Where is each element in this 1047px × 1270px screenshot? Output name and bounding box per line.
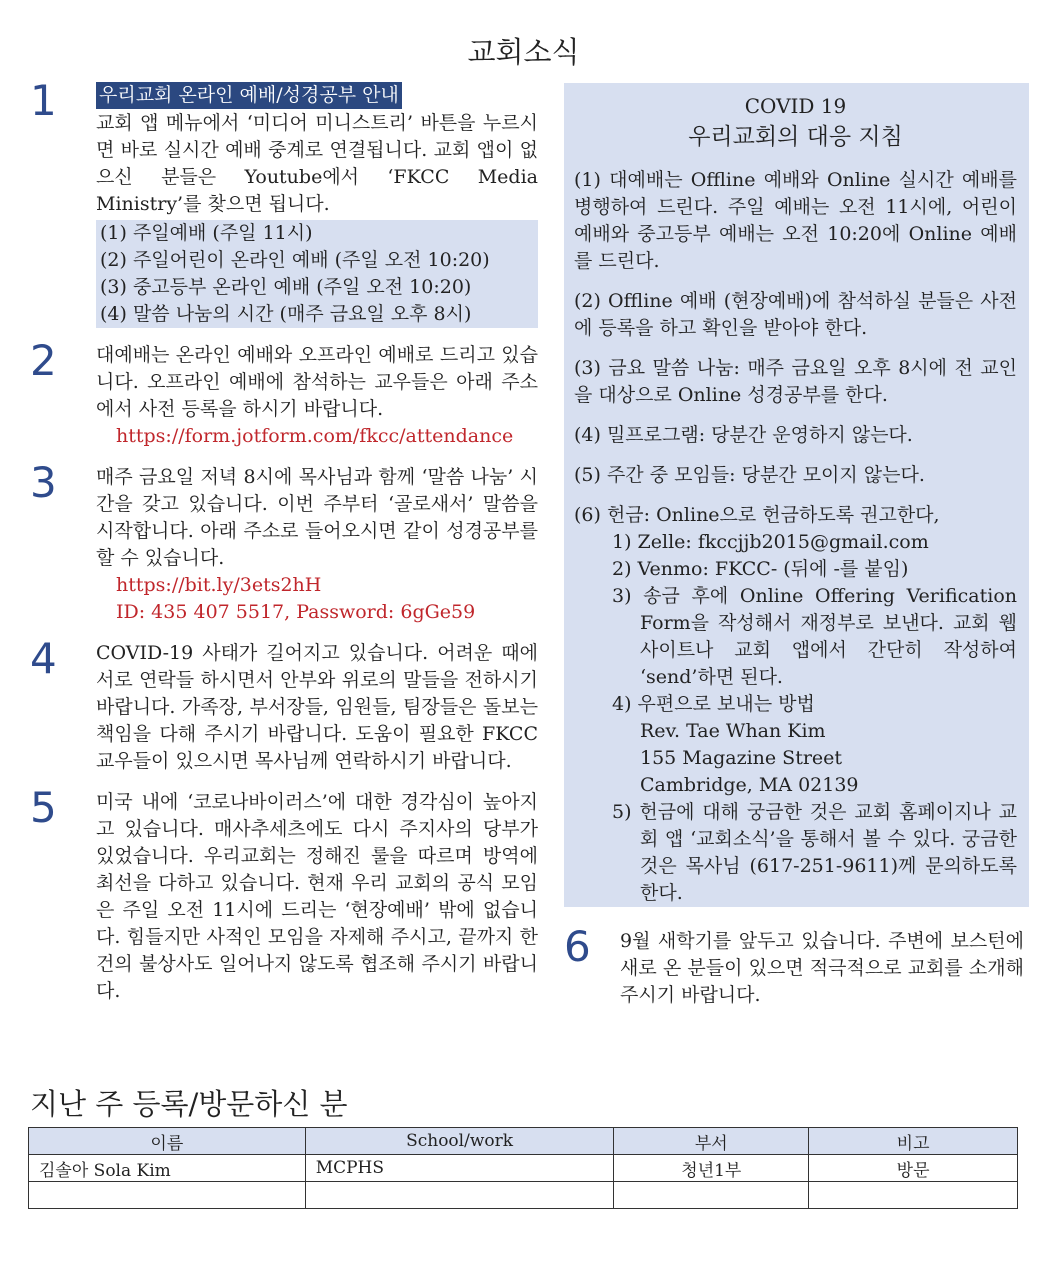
item-number: 4 <box>30 634 57 683</box>
table-row <box>29 1182 1018 1209</box>
item-body: 교회 앱 메뉴에서 ‘미디어 미니스트리’ 바튼을 누르시면 바로 실시간 예배 중계로 연결됩니다. 교회 앱이 없으신 분들은 Youtube에서 ‘FKCC Media Ministry’를 찾으면 됩니다. <box>96 112 538 215</box>
news-item-6 <box>564 922 1024 1009</box>
item-number: 6 <box>564 922 591 971</box>
registration-title: 지난 주 등록/방문하신 분 <box>30 1087 348 1121</box>
table-header-row <box>29 1128 1018 1155</box>
attendance-link[interactable]: https://form.jotform.com/fkcc/attendance <box>116 425 514 447</box>
schedule-item: (1) 주일예배 (주일 11시) <box>100 222 313 244</box>
table-row <box>29 1155 1018 1182</box>
guideline-3: (3) 금요 말씀 나눔: 매주 금요일 오후 8시에 전 교인을 대상으로 Online 성경공부를 한다. <box>574 357 1017 406</box>
offering-inquiry: 5) 헌금에 대해 궁금한 것은 교회 홈페이지나 교회 앱 ‘교회소식’을 통해서 볼 수 있다. 궁금한 것은 목사님 (617-251-9611)께 문의하도록 한다. <box>612 801 1017 904</box>
cell-dept <box>614 1182 809 1209</box>
offering-venmo: 2) Venmo: FKCC- (뒤에 -를 붙임) <box>612 558 909 580</box>
item-body: 9월 새학기를 앞두고 있습니다. 주변에 보스턴에 새로 온 분들이 있으면 적극적으로 교회를 소개해 주시기 바랍니다. <box>620 930 1024 1006</box>
item-number: 3 <box>30 458 57 507</box>
news-item-3 <box>30 458 538 626</box>
mail-address-city: Cambridge, MA 02139 <box>640 774 859 796</box>
guideline-1: (1) 대예배는 Offline 예배와 Online 실시간 예배를 병행하여 드린다. 주일 예배는 오전 11시에, 어린이 예배와 중고등부 예배는 오전 10:20에 Online 예배를 드린다. <box>574 169 1017 272</box>
cell-name <box>29 1182 306 1209</box>
bible-study-link[interactable]: https://bit.ly/3ets2hH <box>116 574 322 596</box>
header-name: 이름 <box>29 1128 306 1155</box>
schedule-item: (3) 중고등부 온라인 예배 (주일 오전 10:20) <box>100 276 472 298</box>
item-body: 매주 금요일 저녁 8시에 목사님과 함께 ‘말씀 나눔’ 시간을 갖고 있습니다. 이번 주부터 ‘골로새서’ 말씀을 시작합니다. 아래 주소로 들어오시면 같이 성경공부를 할 수 있습니다. <box>96 466 538 569</box>
online-worship-title: 우리교회 온라인 예배/성경공부 안내 <box>96 82 402 109</box>
news-item-4 <box>30 634 538 775</box>
item-number: 2 <box>30 336 57 385</box>
offering-verification: 3) 송금 후에 Online Offering Verification Form을 작성해서 재정부로 보낸다. 교회 웹사이트나 교회 앱에서 간단히 작성하여 ‘send’하면 된다. <box>612 585 1017 688</box>
cell-name: 김솔아 Sola Kim <box>29 1155 306 1182</box>
page-title: 교회소식 <box>467 35 580 69</box>
offering-zelle: 1) Zelle: fkccjjb2015@gmail.com <box>612 531 929 553</box>
registration-table <box>28 1127 1018 1209</box>
cell-school <box>305 1182 614 1209</box>
covid-subtitle: 우리교회의 대응 지침 <box>688 124 903 150</box>
cell-note <box>809 1182 1018 1209</box>
news-item-2 <box>30 336 538 450</box>
guideline-5: (5) 주간 중 모임들: 당분간 모이지 않는다. <box>574 464 925 486</box>
cell-school: MCPHS <box>305 1155 614 1182</box>
mail-address-name: Rev. Tae Whan Kim <box>640 720 826 742</box>
header-note: 비고 <box>809 1128 1018 1155</box>
header-school: School/work <box>305 1128 614 1155</box>
cell-note: 방문 <box>809 1155 1018 1182</box>
schedule-item: (2) 주일어린이 온라인 예배 (주일 오전 10:20) <box>100 249 490 271</box>
news-item-1 <box>30 76 538 328</box>
schedule-item: (4) 말씀 나눔의 시간 (매주 금요일 오후 8시) <box>100 303 472 325</box>
cell-dept: 청년1부 <box>614 1155 809 1182</box>
item-body: 미국 내에 ‘코로나바이러스’에 대한 경각심이 높아지고 있습니다. 매사추세츠에도 다시 주지사의 당부가 있었습니다. 우리교회는 정해진 룰을 따르며 방역에 최선을 다하고 있습니다. 현재 우리 교회의 공식 모임은 주일 오전 11시에 드리는 ‘현장예배’ 밖에 없습니다. 힘들지만 사적인 모임을 자제해 주시고, 끝까지 한 건의 불상사도 일어나지 않도록 협조해 주시기 바랍니다. <box>96 791 538 1002</box>
covid-title: COVID 19 <box>744 94 847 118</box>
header-dept: 부서 <box>614 1128 809 1155</box>
left-column <box>30 76 538 1019</box>
offering-mail: 4) 우편으로 보내는 방법 <box>612 693 815 715</box>
guideline-4: (4) 밀프로그램: 당분간 운영하지 않는다. <box>574 424 913 446</box>
item-body: 대예배는 온라인 예배와 오프라인 예배로 드리고 있습니다. 오프라인 예배에 참석하는 교우들은 아래 주소에서 사전 등록을 하시기 바랍니다. <box>96 344 538 420</box>
item-number: 1 <box>30 76 57 125</box>
guideline-2: (2) Offline 예배 (현장예배)에 참석하실 분들은 사전에 등록을 하고 확인을 받아야 한다. <box>574 290 1017 339</box>
news-item-5 <box>30 783 538 1005</box>
worship-schedule <box>96 220 538 328</box>
item-number: 5 <box>30 783 57 832</box>
item-body: COVID-19 사태가 길어지고 있습니다. 어려운 때에 서로 연락들 하시면서 안부와 위로의 말들을 전하시기 바랍니다. 가족장, 부서장들, 임원들, 팀장들은 돌보는 책임을 다해 주시기 바랍니다. 도움이 필요한 FKCC 교우들이 있으시면 목사님께 연락하시기 바랍니다. <box>96 642 538 772</box>
mail-address-street: 155 Magazine Street <box>640 747 843 769</box>
covid-guidelines-box <box>564 83 1029 907</box>
guideline-6: (6) 헌금: Online으로 헌금하도록 권고한다, <box>574 504 940 526</box>
meeting-id: ID: 435 407 5517, Password: 6gGe59 <box>116 601 476 623</box>
